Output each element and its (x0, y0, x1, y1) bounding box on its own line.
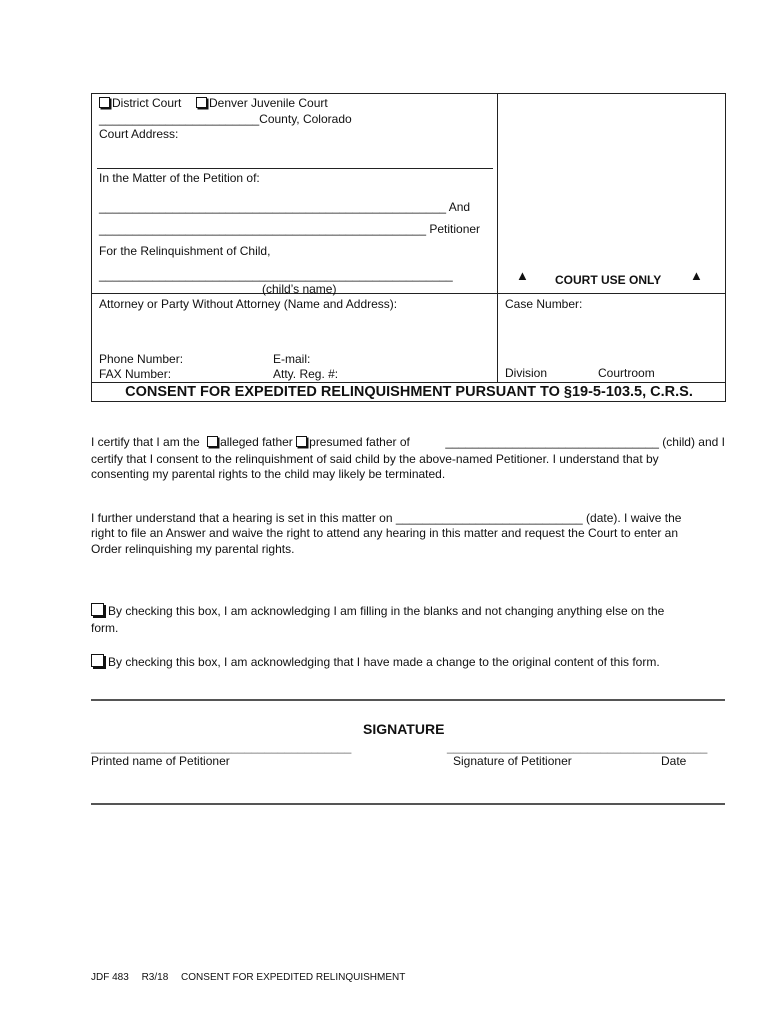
and-line: ____________________________________________________ And (99, 200, 471, 214)
paragraph-certify-line2: certify that I consent to the relinquishment of said child by the above-named Petitioner. I understand that by (91, 452, 659, 466)
printed-name-line: _______________________________________ (91, 740, 352, 754)
county-line: ________________________County, Colorado (99, 112, 352, 126)
child-name-line: _____________________________________________________ (99, 268, 453, 282)
signature-bottom-rule (91, 803, 725, 805)
signature-line: _______________________________________ (447, 740, 708, 754)
fax-label: FAX Number: (99, 367, 172, 381)
email-label: E-mail: (273, 352, 311, 366)
alleged-father-label: alleged father (220, 435, 293, 449)
district-court-checkbox[interactable] (99, 97, 110, 108)
court-address-label: Court Address: (99, 127, 179, 141)
relinquishment-label: For the Relinquishment of Child, (99, 244, 271, 258)
signature-heading: SIGNATURE (363, 721, 445, 737)
district-court-label: District Court (112, 96, 182, 110)
court-option-denver[interactable] (196, 96, 328, 110)
petitioner-line: _________________________________________________ Petitioner (99, 222, 481, 236)
acknowledgment-no-change-line2: form. (91, 621, 119, 635)
changed-checkbox[interactable] (91, 654, 104, 667)
printed-name-label: Printed name of Petitioner (91, 754, 230, 768)
footer (91, 972, 405, 983)
alleged-father-checkbox[interactable] (207, 436, 218, 447)
no-change-checkbox[interactable] (91, 603, 104, 616)
paragraph-certify-line3: consenting my parental rights to the child may likely be terminated. (91, 467, 446, 481)
footer-revision: R3/18 (141, 972, 169, 983)
signature-label: Signature of Petitioner (453, 754, 572, 768)
changed-text: By checking this box, I am acknowledging that I have made a change to the original content of this form. (108, 655, 660, 669)
acknowledgment-changed[interactable] (91, 654, 660, 669)
form-title: CONSENT FOR EXPEDITED RELINQUISHMENT PURSUANT TO §19-5-103.5, C.R.S. (125, 384, 693, 400)
caption-divider-mid (91, 293, 726, 294)
no-change-text: By checking this box, I am acknowledging I am filling in the blanks and not changing anything else on the (108, 604, 665, 618)
denver-juvenile-court-label: Denver Juvenile Court (209, 96, 328, 110)
matter-label: In the Matter of the Petition of: (99, 171, 260, 185)
paragraph-hearing-line3: Order relinquishing my parental rights. (91, 542, 295, 556)
phone-label: Phone Number: (99, 352, 184, 366)
triangle-up-icon-left: ▲ (516, 268, 529, 283)
court-option-district[interactable] (99, 96, 181, 110)
triangle-up-icon-right: ▲ (690, 268, 703, 283)
acknowledgment-no-change[interactable] (91, 603, 664, 618)
denver-juvenile-court-checkbox[interactable] (196, 97, 207, 108)
paragraph-certify-line1 (91, 435, 725, 449)
attorney-label: Attorney or Party Without Attorney (Name and Address): (99, 297, 398, 311)
presumed-father-label: presumed father of (309, 435, 410, 449)
footer-form-name: CONSENT FOR EXPEDITED RELINQUISHMENT (181, 972, 406, 983)
caption-divider-title (91, 382, 726, 383)
paragraph-hearing-line1: I further understand that a hearing is set in this matter on ____________________________ (date). I waive the (91, 511, 682, 525)
courtroom-label: Courtroom (598, 366, 655, 380)
presumed-father-checkbox[interactable] (296, 436, 307, 447)
child-name-label: (child’s name) (262, 282, 337, 296)
atty-reg-label: Atty. Reg. #: (273, 367, 339, 381)
certify-prefix: I certify that I am the (91, 435, 200, 449)
division-label: Division (505, 366, 548, 380)
court-address-line (97, 168, 493, 169)
signature-top-rule (91, 699, 725, 701)
case-number-label: Case Number: (505, 297, 583, 311)
court-use-only-label: COURT USE ONLY (555, 273, 662, 287)
caption-divider-vertical (497, 93, 498, 383)
child-blank: ________________________________ (child) and I (445, 435, 725, 449)
footer-form-id: JDF 483 (91, 972, 129, 983)
date-label: Date (661, 754, 687, 768)
paragraph-hearing-line2: right to file an Answer and waive the right to attend any hearing in this matter and request the Court to enter an (91, 526, 679, 540)
